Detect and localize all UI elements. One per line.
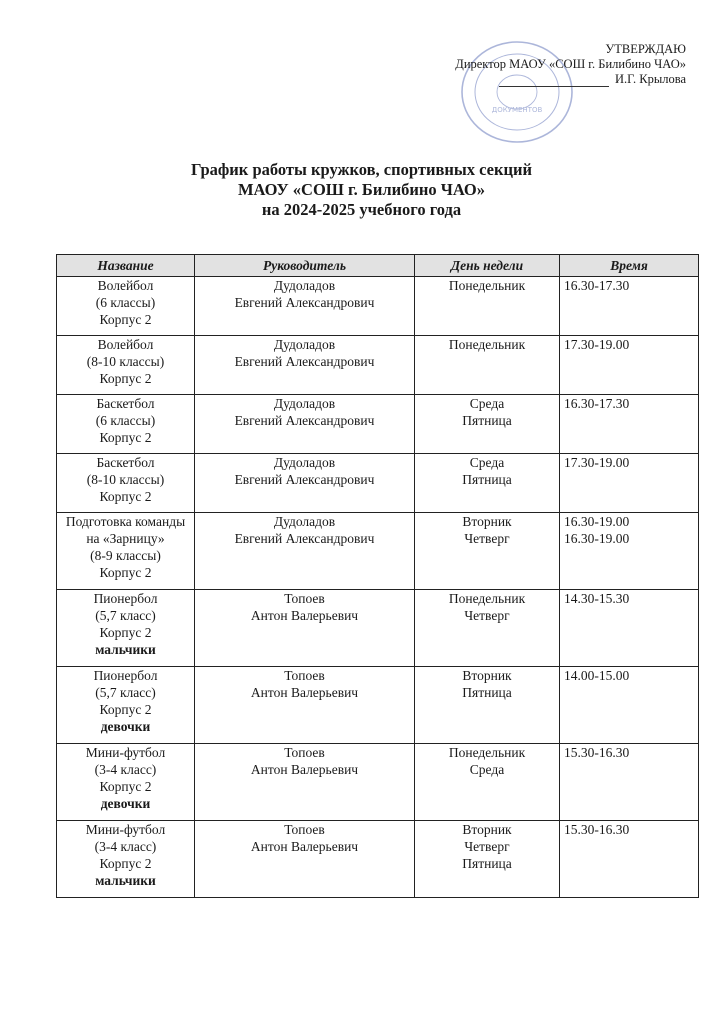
activity-name-line: (5,7 класс) [95, 685, 156, 700]
leader-name-line: Евгений Александрович [234, 413, 375, 428]
title-line-3: на 2024-2025 учебного года [261, 200, 462, 219]
leader-name-line: Дудоладов [273, 455, 336, 470]
table-row [57, 454, 699, 513]
cell-name [57, 454, 195, 513]
cell-time [560, 513, 699, 590]
activity-name-line: Пионербол [93, 591, 158, 606]
approval-heading: УТВЕРЖДАЮ [605, 42, 686, 56]
weekday: Понедельник [448, 337, 526, 352]
time-range: 16.30-19.00 [564, 531, 630, 546]
approval-signature-row [386, 72, 686, 87]
cell-leader [195, 336, 415, 395]
document-title [0, 160, 723, 220]
weekday: Понедельник [448, 278, 526, 293]
table-body [57, 277, 699, 898]
table-row [57, 667, 699, 744]
cell-days [415, 821, 560, 898]
time-range: 16.30-19.00 [564, 514, 630, 529]
table-row [57, 277, 699, 336]
table-row [57, 336, 699, 395]
weekday: Пятница [462, 685, 512, 700]
cell-days [415, 277, 560, 336]
weekday: Четверг [464, 531, 510, 546]
table-row [57, 590, 699, 667]
activity-name-line: Корпус 2 [99, 856, 152, 871]
weekday: Пятница [462, 413, 512, 428]
activity-name-line: Корпус 2 [99, 430, 152, 445]
weekday: Пятница [462, 856, 512, 871]
cell-leader [195, 395, 415, 454]
leader-name-line: Евгений Александрович [234, 354, 375, 369]
cell-name [57, 821, 195, 898]
time-range: 16.30-17.30 [564, 278, 630, 293]
cell-time [560, 821, 699, 898]
activity-name-line: Корпус 2 [99, 312, 152, 327]
table-row [57, 744, 699, 821]
activity-name-line: Корпус 2 [99, 779, 152, 794]
table-row [57, 395, 699, 454]
group-label: девочки [100, 796, 151, 811]
leader-name-line: Дудоладов [273, 337, 336, 352]
header-time: Время [560, 255, 699, 277]
cell-leader [195, 821, 415, 898]
cell-name [57, 395, 195, 454]
group-label: девочки [100, 719, 151, 734]
time-range: 14.00-15.00 [564, 668, 630, 683]
table-header-row [57, 255, 699, 277]
cell-leader [195, 454, 415, 513]
leader-name-line: Евгений Александрович [234, 295, 375, 310]
weekday: Среда [469, 455, 505, 470]
activity-name-line: (3-4 класс) [94, 839, 157, 854]
leader-name-line: Топоев [284, 668, 325, 683]
cell-time [560, 336, 699, 395]
activity-name-line: Волейбол [97, 337, 154, 352]
leader-name-line: Антон Валерьевич [250, 762, 359, 777]
activity-name-line: (6 классы) [95, 413, 156, 428]
activity-name-line: Корпус 2 [99, 565, 152, 580]
activity-name-line: Корпус 2 [99, 702, 152, 717]
cell-days [415, 667, 560, 744]
activity-name-line: на «Зарницу» [86, 531, 165, 546]
activity-name-line: Волейбол [97, 278, 154, 293]
activity-name-line: (8-10 классы) [86, 354, 165, 369]
approval-signer: И.Г. Крылова [615, 72, 686, 86]
activity-name-line: Корпус 2 [99, 625, 152, 640]
weekday: Среда [469, 762, 505, 777]
signature-line [499, 74, 609, 87]
cell-name [57, 590, 195, 667]
leader-name-line: Дудоладов [273, 278, 336, 293]
cell-days [415, 513, 560, 590]
cell-name [57, 336, 195, 395]
activity-name-line: Корпус 2 [99, 489, 152, 504]
cell-time [560, 395, 699, 454]
time-range: 17.30-19.00 [564, 337, 630, 352]
cell-leader [195, 513, 415, 590]
activity-name-line: Мини-футбол [85, 822, 166, 837]
activity-name-line: Баскетбол [96, 455, 155, 470]
cell-name [57, 667, 195, 744]
title-line-2: МАОУ «СОШ г. Билибино ЧАО» [237, 180, 486, 199]
leader-name-line: Топоев [284, 822, 325, 837]
activity-name-line: Корпус 2 [99, 371, 152, 386]
leader-name-line: Антон Валерьевич [250, 839, 359, 854]
group-label: мальчики [95, 873, 156, 888]
weekday: Вторник [462, 822, 512, 837]
cell-time [560, 277, 699, 336]
leader-name-line: Антон Валерьевич [250, 608, 359, 623]
cell-days [415, 395, 560, 454]
cell-time [560, 744, 699, 821]
cell-leader [195, 744, 415, 821]
activity-name-line: Подготовка команды [65, 514, 186, 529]
activity-name-line: Баскетбол [96, 396, 155, 411]
weekday: Вторник [462, 514, 512, 529]
cell-days [415, 454, 560, 513]
time-range: 15.30-16.30 [564, 745, 630, 760]
weekday: Понедельник [448, 745, 526, 760]
leader-name-line: Топоев [284, 591, 325, 606]
leader-name-line: Антон Валерьевич [250, 685, 359, 700]
table-row [57, 513, 699, 590]
approval-position: Директор МАОУ «СОШ г. Билибино ЧАО» [455, 57, 686, 71]
weekday: Четверг [464, 839, 510, 854]
cell-days [415, 590, 560, 667]
cell-days [415, 336, 560, 395]
time-range: 14.30-15.30 [564, 591, 630, 606]
weekday: Среда [469, 396, 505, 411]
header-name: Название [57, 255, 195, 277]
leader-name-line: Топоев [284, 745, 325, 760]
cell-name [57, 744, 195, 821]
title-line-1: График работы кружков, спортивных секций [191, 160, 532, 179]
schedule-table [56, 254, 699, 898]
cell-days [415, 744, 560, 821]
leader-name-line: Евгений Александрович [234, 472, 375, 487]
activity-name-line: Мини-футбол [85, 745, 166, 760]
weekday: Пятница [462, 472, 512, 487]
table-row [57, 821, 699, 898]
cell-time [560, 667, 699, 744]
cell-leader [195, 277, 415, 336]
leader-name-line: Дудоладов [273, 514, 336, 529]
cell-time [560, 454, 699, 513]
cell-time [560, 590, 699, 667]
activity-name-line: (3-4 класс) [94, 762, 157, 777]
cell-leader [195, 667, 415, 744]
weekday: Вторник [462, 668, 512, 683]
weekday: Четверг [464, 608, 510, 623]
activity-name-line: (5,7 класс) [95, 608, 156, 623]
time-range: 17.30-19.00 [564, 455, 630, 470]
weekday: Понедельник [448, 591, 526, 606]
stamp-text: ДОКУМЕНТОВ [491, 106, 543, 114]
header-day: День недели [415, 255, 560, 277]
approval-block [386, 42, 686, 87]
activity-name-line: (6 классы) [95, 295, 156, 310]
leader-name-line: Дудоладов [273, 396, 336, 411]
header-leader: Руководитель [195, 255, 415, 277]
activity-name-line: (8-10 классы) [86, 472, 165, 487]
cell-leader [195, 590, 415, 667]
leader-name-line: Евгений Александрович [234, 531, 375, 546]
activity-name-line: Пионербол [93, 668, 158, 683]
activity-name-line: (8-9 классы) [90, 548, 161, 563]
time-range: 15.30-16.30 [564, 822, 630, 837]
cell-name [57, 277, 195, 336]
cell-name [57, 513, 195, 590]
group-label: мальчики [95, 642, 156, 657]
time-range: 16.30-17.30 [564, 396, 630, 411]
